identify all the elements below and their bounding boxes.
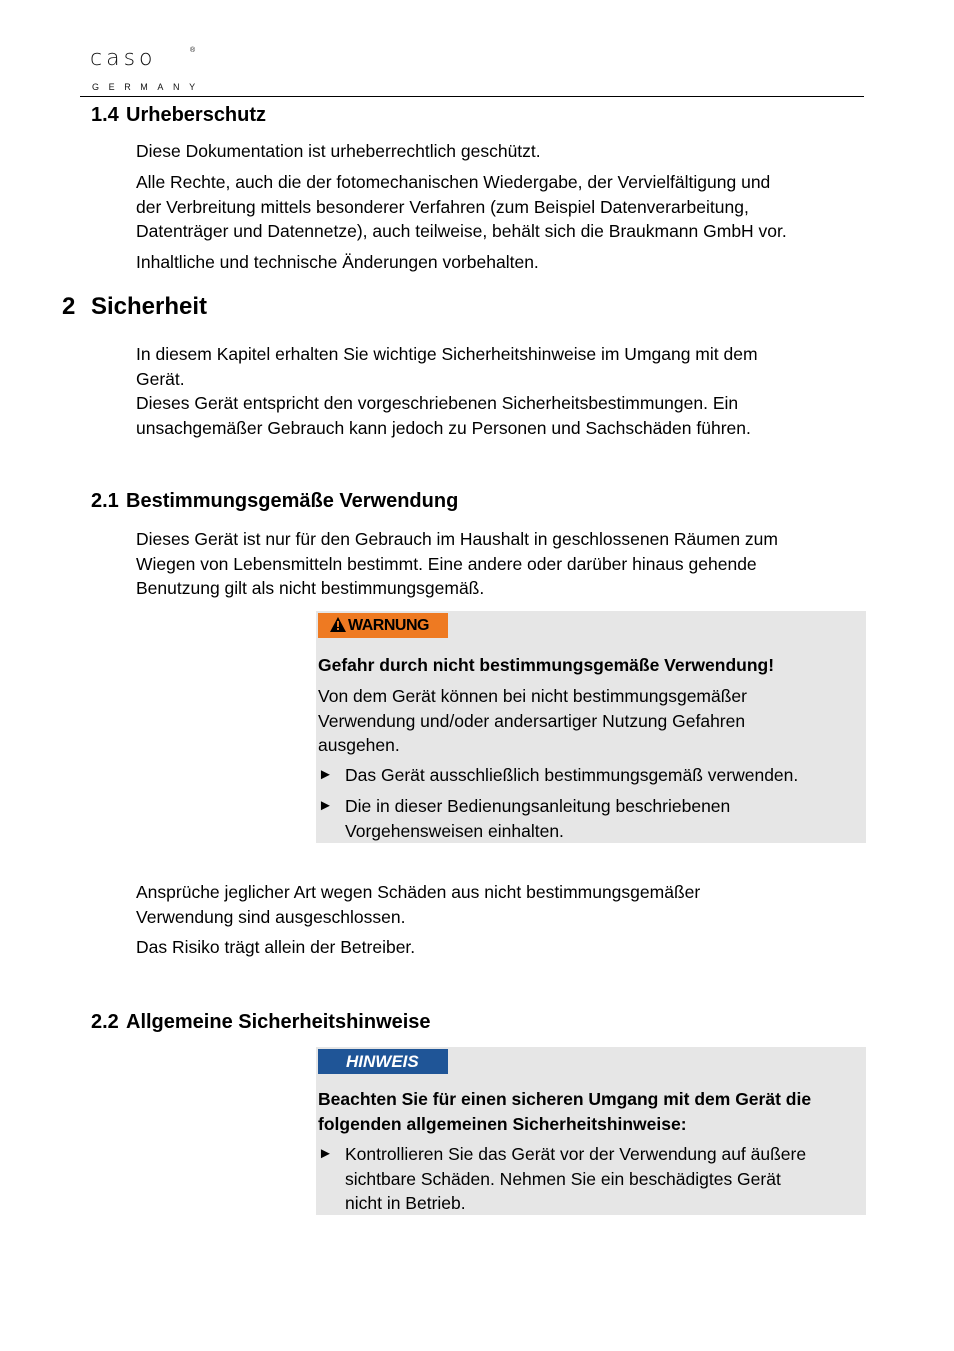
text-line: ausgehen. (318, 735, 400, 755)
list-item-text (345, 1142, 806, 1216)
text-line: Wiegen von Lebensmitteln bestimmt. Eine andere oder darüber hinaus gehende (136, 553, 757, 574)
list-item-text (345, 794, 730, 843)
paragraph: Das Risiko trägt allein der Betreiber. (136, 937, 416, 957)
heading-number: 2.2 (91, 1011, 119, 1033)
heading-number: 2 (62, 293, 76, 320)
header-rule (80, 96, 864, 97)
warning-badge (318, 613, 448, 638)
heading-2 (62, 293, 207, 321)
paragraph (136, 527, 778, 601)
text-line: Die in dieser Bedienungsanleitung beschriebenen (345, 796, 731, 816)
heading-title: Allgemeine Sicherheitshinweise (126, 1011, 431, 1033)
text-line: In diesem Kapitel erhalten Sie wichtige Sicherheitshinweise im Umgang mit dem (136, 344, 758, 364)
logo-subtitle: GERMANY (92, 82, 205, 92)
list-item (318, 763, 858, 788)
paragraph (136, 170, 787, 244)
bullet-arrow-icon: ► (318, 1145, 333, 1162)
text-line: Dieses Gerät ist nur für den Gebrauch im Haushalt in geschlossenen Räumen zum (136, 529, 778, 549)
list-item (318, 794, 858, 844)
warning-triangle-icon (330, 617, 346, 632)
text-line: Datenträger und Datennetze), auch teilweise, behält sich die Braukmann GmbH vor. (136, 221, 787, 241)
heading-title: Sicherheit (91, 293, 208, 320)
text-line: der Verbreitung mittels besonderer Verfahren (zum Beispiel Datenverarbeitung, (136, 196, 749, 217)
list-item-text: Das Gerät ausschließlich bestimmungsgemäß verwenden. (345, 765, 799, 785)
caso-logo (78, 32, 208, 96)
heading-number: 1.4 (91, 104, 119, 126)
text-line: folgenden allgemeinen Sicherheitshinweise: (318, 1113, 687, 1134)
bullet-arrow-icon: ► (318, 766, 333, 783)
hint-badge (318, 1049, 448, 1074)
text-line: Vorgehensweisen einhalten. (345, 820, 564, 841)
heading-title: Urheberschutz (126, 104, 267, 126)
heading-2-2 (91, 1011, 431, 1034)
heading-number: 2.1 (91, 490, 119, 512)
text-line: Dieses Gerät entspricht den vorgeschriebenen Sicherheitsbestimmungen. Ein (136, 393, 739, 413)
heading-title: Bestimmungsgemäße Verwendung (126, 490, 459, 512)
text-line: Ansprüche jeglicher Art wegen Schäden aus nicht bestimmungsgemäßer (136, 882, 701, 902)
warning-heading: Gefahr durch nicht bestimmungsgemäße Verwendung! (318, 655, 775, 675)
list-item (318, 1142, 858, 1216)
hint-badge-label: HINWEIS (346, 1052, 419, 1071)
text-line: Alle Rechte, auch die der fotomechanischen Wiedergabe, der Vervielfältigung und (136, 172, 771, 192)
text-line: Verwendung sind ausgeschlossen. (136, 906, 406, 927)
text-line: Kontrollieren Sie das Gerät vor der Verwendung auf äußere (345, 1144, 807, 1164)
text-line: Verwendung und/oder andersartiger Nutzung Gefahren (318, 710, 746, 731)
paragraph (136, 880, 700, 929)
text-line: unsachgemäßer Gebrauch kann jedoch zu Personen und Sachschäden führen. (136, 417, 751, 438)
registered-mark: ® (190, 47, 196, 54)
paragraph (136, 342, 758, 440)
paragraph: Inhaltliche und technische Änderungen vorbehalten. (136, 252, 539, 272)
text-line: sichtbare Schäden. Nehmen Sie ein beschädigtes Gerät (345, 1168, 781, 1189)
warning-badge-label: WARNUNG (348, 617, 429, 634)
text-line: Benutzung gilt als nicht bestimmungsgemäß. (136, 578, 485, 598)
text-line: nicht in Betrieb. (345, 1193, 466, 1213)
bullet-arrow-icon: ► (318, 797, 333, 814)
text-line: Gerät. (136, 368, 185, 389)
hint-heading (318, 1087, 811, 1136)
heading-2-1 (91, 490, 458, 513)
text-line: Beachten Sie für einen sicheren Umgang mit dem Gerät die (318, 1089, 812, 1109)
text-line: Von dem Gerät können bei nicht bestimmungsgemäßer (318, 686, 747, 706)
logo-wordmark: caso (90, 46, 157, 71)
warning-text (318, 684, 747, 758)
paragraph: Diese Dokumentation ist urheberrechtlich geschützt. (136, 141, 541, 161)
heading-1-4 (91, 104, 266, 127)
